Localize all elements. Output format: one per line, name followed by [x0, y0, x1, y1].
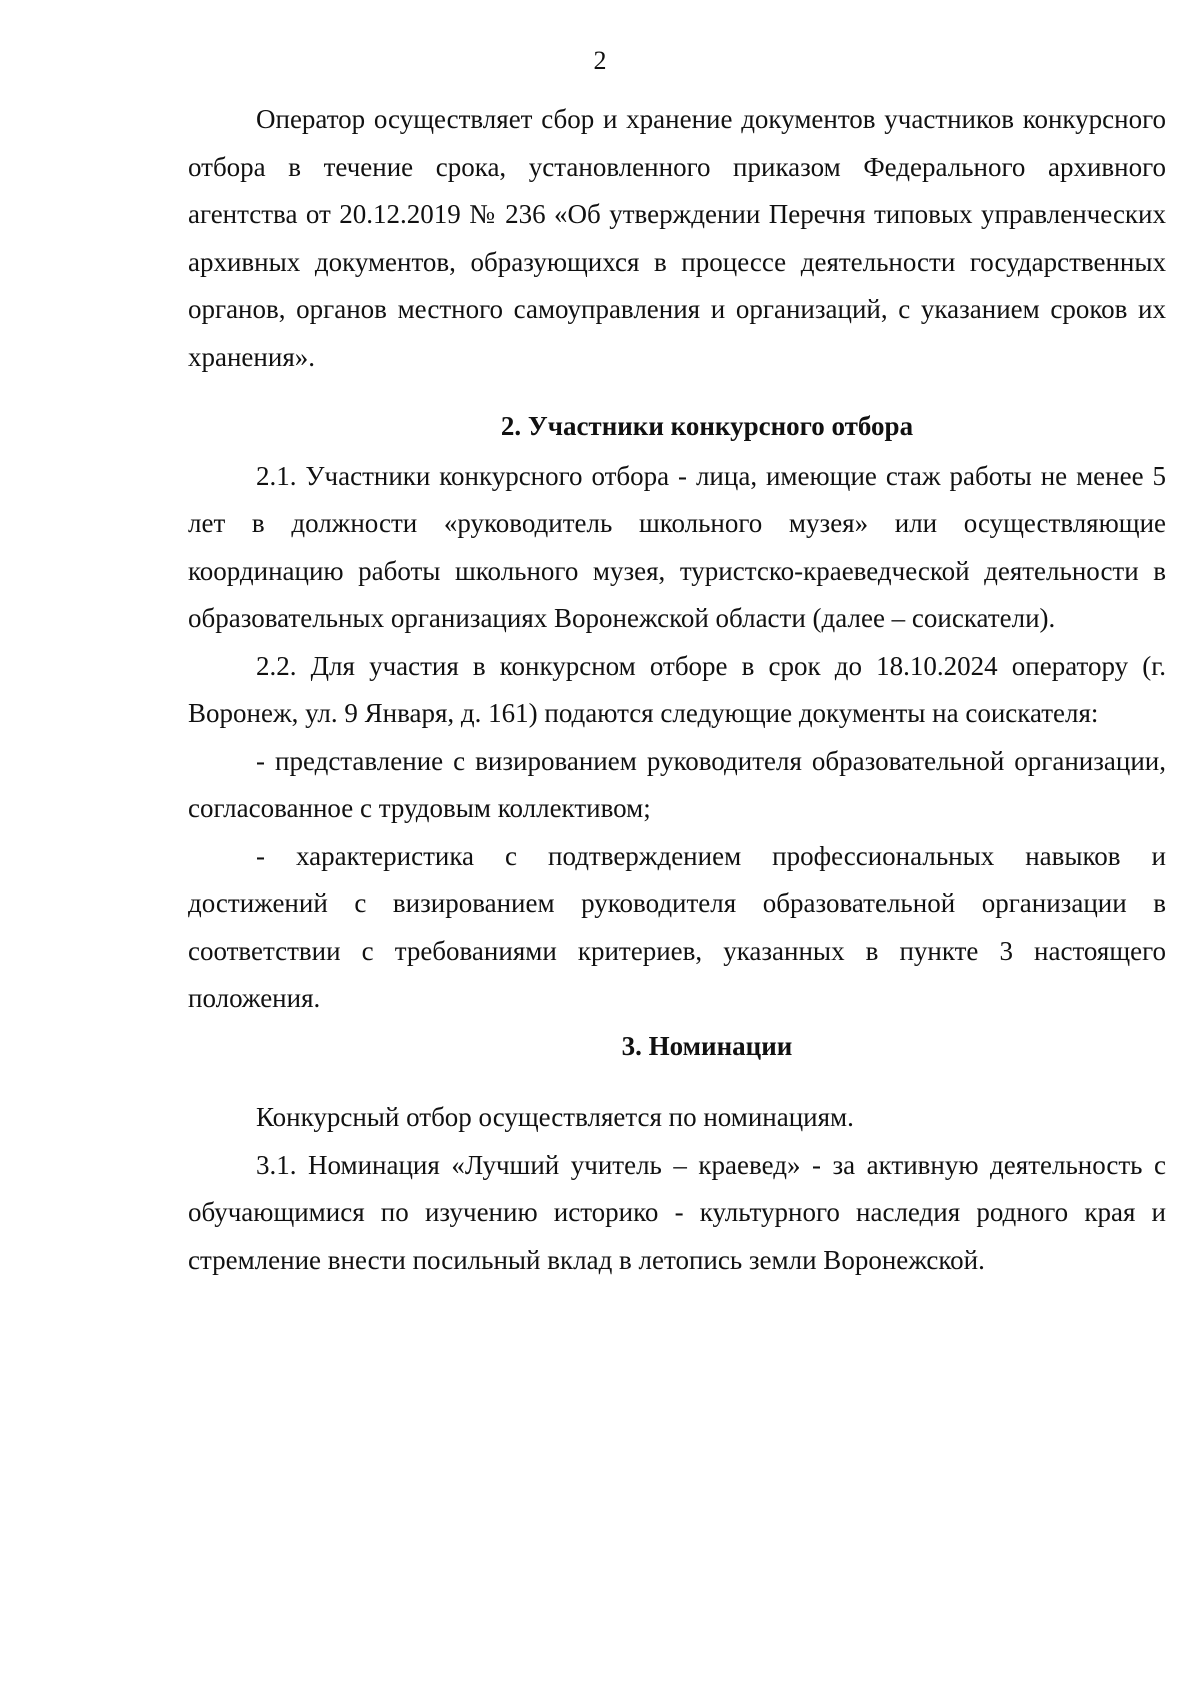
list-item-characteristic: - характеристика с подтверждением профессиональных навыков и достижений с визированием руководителя образовательной организации в соответствии с требованиями критериев, указанных в пункте 3 настоящего положения.: [188, 840, 1166, 1013]
heading-section-2: 2. Участники конкурсного отбора: [500, 411, 914, 441]
document-body: [188, 96, 1166, 1284]
list-item-representation: - представление с визированием руководителя образовательной организации, согласованное с трудовым коллективом;: [188, 745, 1166, 823]
paragraph-3-intro: Конкурсный отбор осуществляется по номинациям.: [256, 1102, 854, 1132]
page-number: 2: [593, 46, 607, 75]
heading-section-3: 3. Номинации: [621, 1030, 793, 1061]
paragraph-2-1: 2.1. Участники конкурсного отбора - лица, имеющие стаж работы не менее 5 лет в должности «руководитель школьного музея» или осуществляющие координацию работы школьного музея, туристско-краеведческой деятельности в образовательных организациях Воронежской области (далее – соискатели).: [188, 460, 1166, 633]
paragraph-3-1: 3.1. Номинация «Лучший учитель – краевед» - за активную деятельность с обучающимися по изучению историко - культурного наследия родного края и стремление внести посильный вклад в летопись земли Воронежской.: [188, 1149, 1166, 1275]
paragraph-operator: Оператор осуществляет сбор и хранение документов участников конкурсного отбора в течение срока, установленного приказом Федерального архивного агентства от 20.12.2019 № 236 «Об утверждении Перечня типовых управленческих архивных документов, образующихся в процессе деятельности государственных органов, органов местного самоуправления и организаций, с указанием сроков их хранения».: [188, 104, 1166, 372]
paragraph-2-2: 2.2. Для участия в конкурсном отборе в срок до 18.10.2024 оператору (г. Воронеж, ул. 9 Января, д. 161) подаются следующие документы на соискателя:: [188, 650, 1166, 728]
